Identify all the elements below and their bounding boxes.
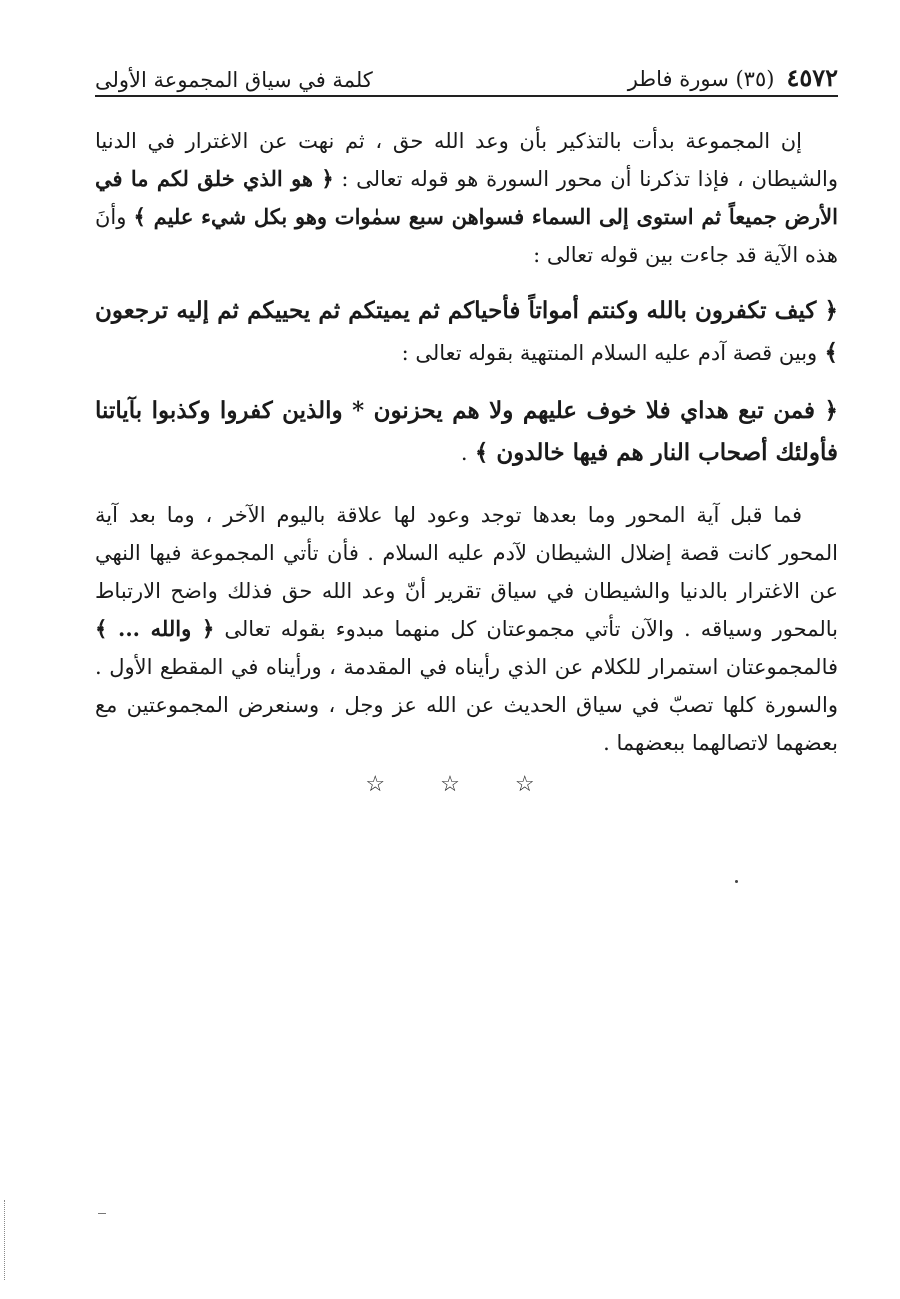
quran-verse-2: ﴿ فمن تبع هداي فلا خوف عليهم ولا هم يحزنون * والذين كفروا وكذبوا بآياتنا فأولئك أصحاب النار هم فيها خالدون ﴾	[95, 397, 838, 466]
header-rule	[95, 95, 838, 97]
quran-verse-1: ﴿ كيف تكفرون بالله وكنتم أمواتاً فأحياكم ثم يميتكم ثم يحييكم ثم إليه ترجعون ﴾	[95, 297, 838, 366]
paragraph-1	[95, 122, 838, 274]
paragraph-1-continuation: وأنَ هذه الآية قد جاءت بين قوله تعالى :	[95, 205, 838, 267]
paragraph-2-text: فما قبل آية المحور وما بعدها توجد وعود لها علاقة باليوم الآخر ، وما بعد آية المحور كانت قصة إضلال الشيطان لآدم عليه السلام . فأن تأتي المجموعة فيها النهي عن الاغترار بالدنيا والشيطان في سياق تقرير أنّ وعد الله حق فذلك واضح الارتباط بالمحور وسياقه . والآن تأتي مجموعتان كل منهما مبدوء بقوله تعالى	[95, 503, 838, 641]
section-title: كلمة في سياق المجموعة الأولى	[95, 68, 373, 92]
running-header	[95, 52, 838, 92]
paragraph-1-text: إن المجموعة بدأت بالتذكير بأن وعد الله حق ، ثم نهت عن الاغترار في الدنيا والشيطان ، فإذا تذكرنا أن محور السورة هو قوله تعالى :	[95, 129, 838, 191]
main-text	[95, 122, 838, 762]
verse-1-continuation: وبين قصة آدم عليه السلام المنتهية بقوله تعالى :	[401, 341, 818, 365]
verse-block-1	[95, 290, 838, 374]
scan-speck	[735, 880, 738, 883]
verse-2-continuation: .	[460, 441, 468, 465]
scan-edge-mark	[4, 1200, 7, 1280]
star-icon: ☆	[365, 772, 386, 797]
star-icon: ☆	[440, 772, 460, 797]
header-right-group	[628, 63, 838, 92]
section-separator	[0, 772, 900, 797]
scan-mark	[98, 1213, 106, 1214]
paragraph-2	[95, 496, 838, 762]
quran-quote: ﴿ هو الذي خلق لكم ما في الأرض جميعاً ثم استوى إلى السماء فسواهن سبع سمٰوات وهو بكل شيء عليم ﴾	[95, 166, 838, 229]
paragraph-2-continuation: فالمجموعتان استمرار للكلام عن الذي رأيناه في المقدمة ، ورأيناه في المقطع الأول . والسورة كلها تصبّ في سياق الحديث عن الله عز وجل ، وسنعرض المجموعتين مع بعضهما لاتصالهما ببعضهما .	[95, 655, 838, 755]
surah-label: (٣٥) سورة فاطر	[627, 67, 775, 91]
verse-block-2	[95, 390, 838, 474]
star-icon: ☆	[514, 772, 535, 797]
page-number: ٤٥٧٢	[786, 63, 838, 92]
quran-quote-2: ﴿ والله ... ﴾	[95, 616, 215, 641]
